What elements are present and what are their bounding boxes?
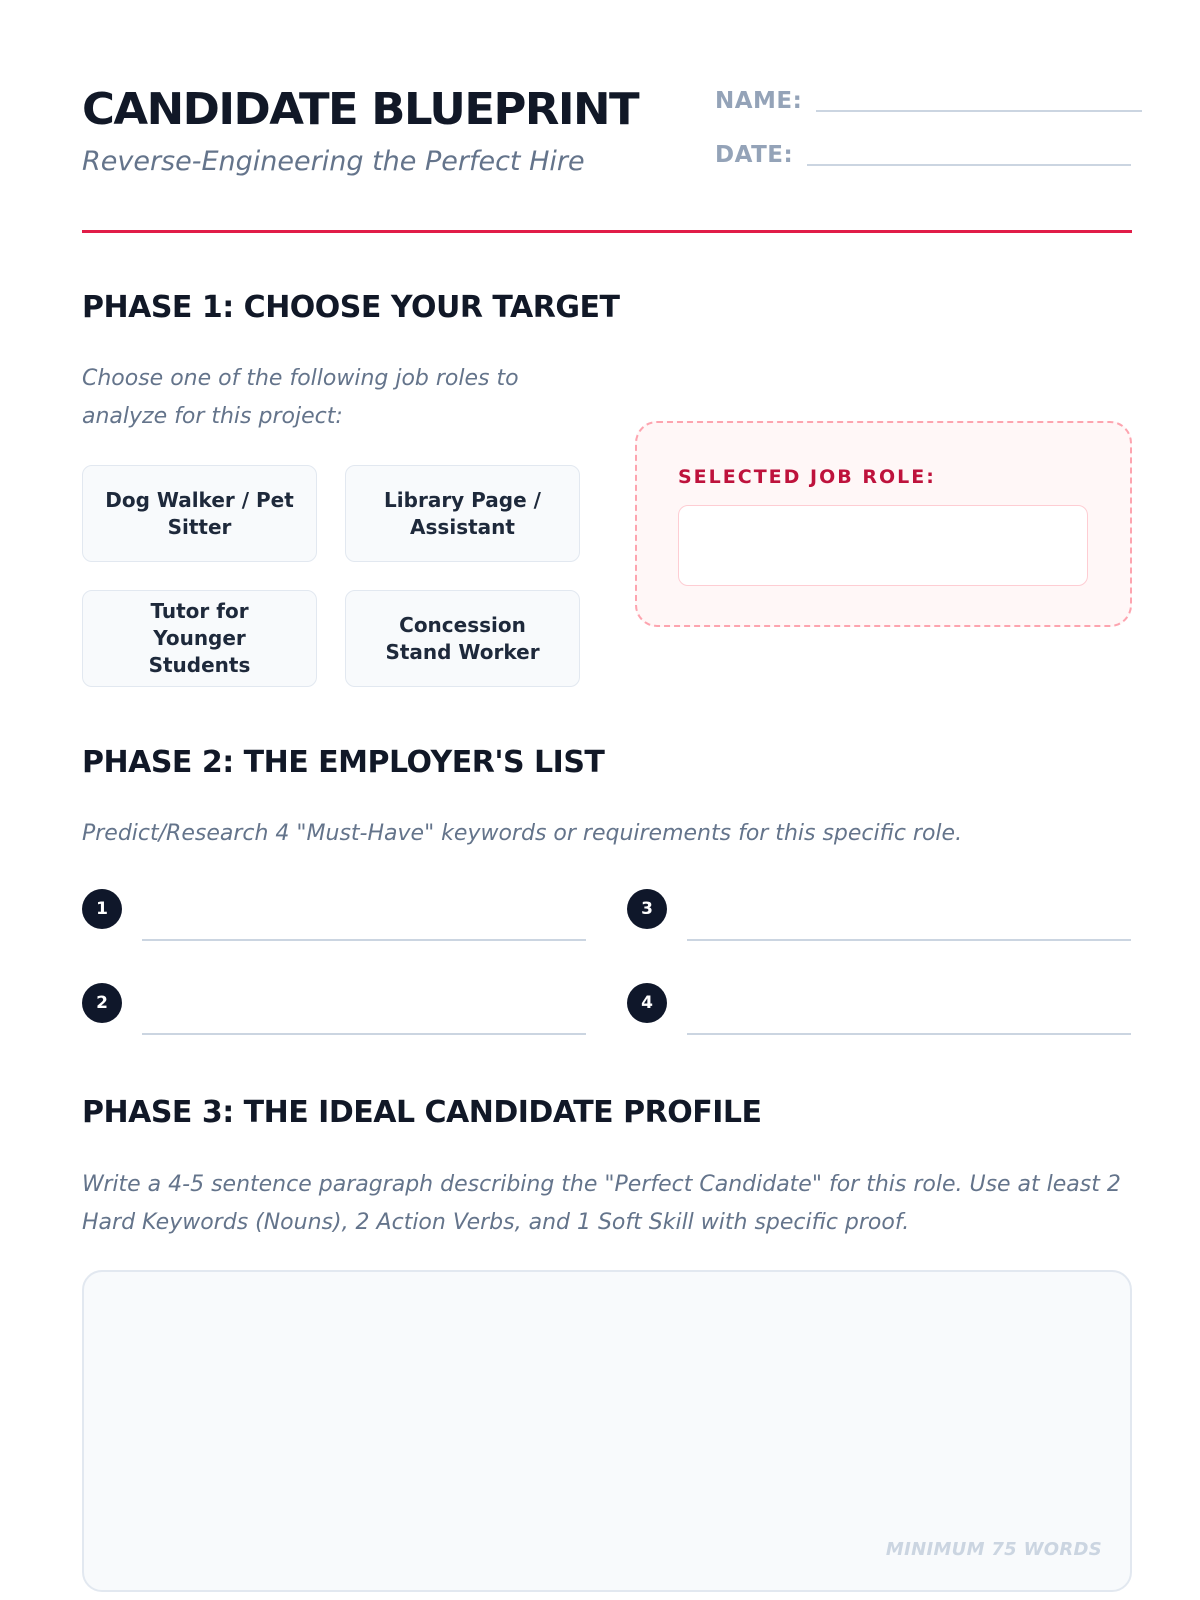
document-subtitle: Reverse-Engineering the Perfect Hire	[82, 146, 585, 177]
number-badge: 3	[627, 889, 667, 929]
number-badge: 1	[82, 889, 122, 929]
date-label: DATE:	[715, 142, 794, 168]
number-badge: 4	[627, 983, 667, 1023]
phase3-title: PHASE 3: THE IDEAL CANDIDATE PROFILE	[82, 1095, 762, 1130]
phase1-instructions: Choose one of the following job roles to analyze for this project:	[82, 366, 519, 429]
phase3-instructions: Write a 4-5 sentence paragraph describing the "Perfect Candidate" for this role. Use at least 2 Hard Keywords (Nouns), 2 Action Verbs, and 1 Soft Skill with specific proof.	[82, 1172, 1121, 1235]
phase2-instructions: Predict/Research 4 "Must-Have" keywords or requirements for this specific role.	[82, 821, 963, 846]
role-option-library-page[interactable]: Library Page / Assistant	[345, 465, 580, 562]
name-input-line[interactable]	[816, 110, 1142, 112]
keyword-input-line[interactable]	[687, 939, 1131, 941]
role-option-concession-worker[interactable]: Concession Stand Worker	[345, 590, 580, 687]
name-label: NAME:	[715, 88, 803, 114]
keyword-row	[82, 889, 586, 941]
keyword-input-line[interactable]	[142, 939, 586, 941]
date-field-row	[715, 142, 1131, 168]
selected-role-panel	[635, 421, 1132, 627]
paragraph-textarea[interactable]	[82, 1270, 1132, 1592]
word-count-hint: MINIMUM 75 WORDS	[885, 1539, 1102, 1560]
keyword-row	[627, 983, 1131, 1035]
role-option-tutor[interactable]: Tutor for Younger Students	[82, 590, 317, 687]
selected-role-label: SELECTED JOB ROLE:	[678, 466, 936, 488]
phase1-title: PHASE 1: CHOOSE YOUR TARGET	[82, 290, 620, 325]
keyword-input-line[interactable]	[687, 1033, 1131, 1035]
selected-role-input[interactable]	[678, 505, 1088, 586]
header	[82, 84, 1132, 234]
document-title: CANDIDATE BLUEPRINT	[82, 84, 639, 135]
keyword-row	[82, 983, 586, 1035]
header-divider	[82, 230, 1132, 233]
date-input-line[interactable]	[807, 164, 1131, 166]
phase2-title: PHASE 2: THE EMPLOYER'S LIST	[82, 745, 605, 780]
role-options	[82, 465, 580, 687]
keyword-row	[627, 889, 1131, 941]
name-field-row	[715, 88, 1142, 114]
role-option-dog-walker[interactable]: Dog Walker / Pet Sitter	[82, 465, 317, 562]
number-badge: 2	[82, 983, 122, 1023]
keyword-input-line[interactable]	[142, 1033, 586, 1035]
worksheet-page	[82, 0, 1132, 1600]
